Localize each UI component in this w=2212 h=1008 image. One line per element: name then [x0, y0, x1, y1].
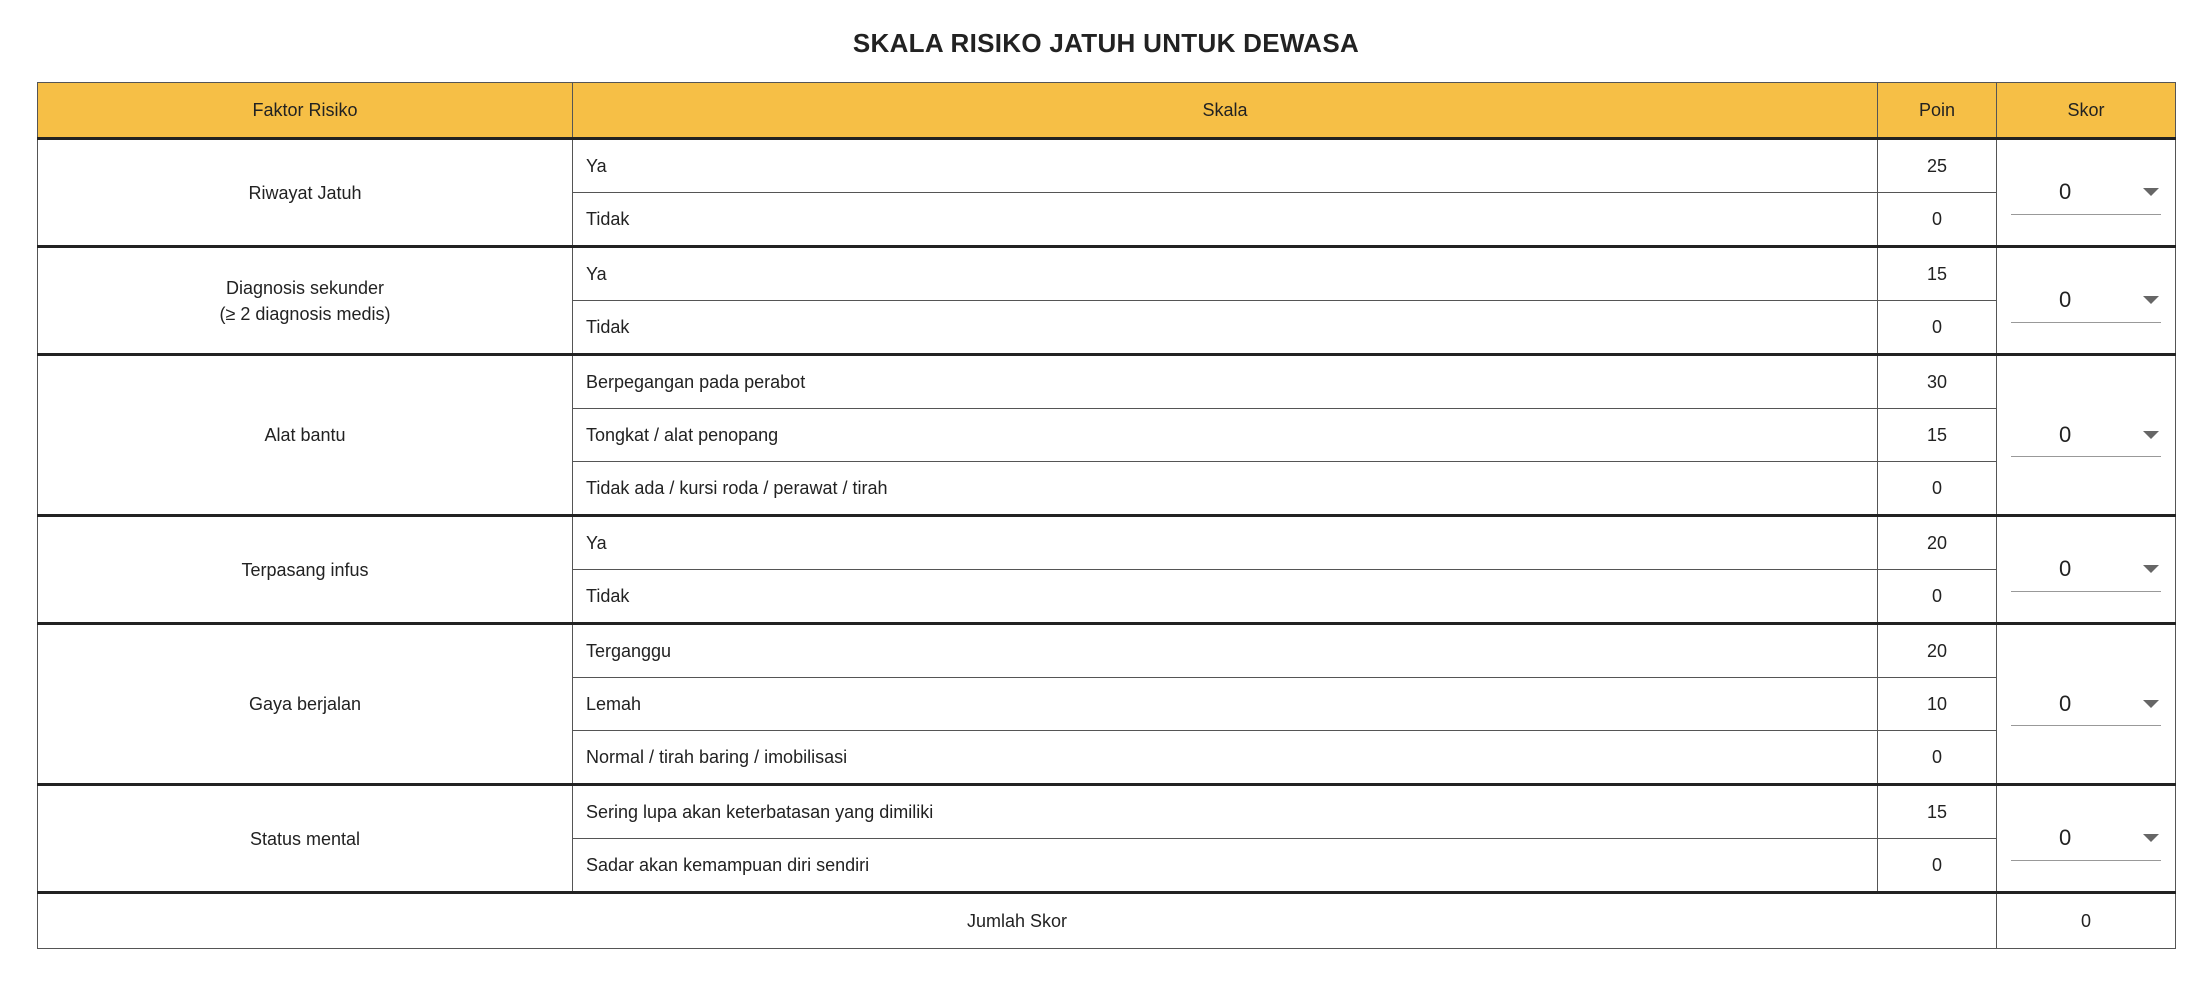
table-row	[38, 355, 2176, 409]
factor-name: Terpasang infus	[241, 559, 369, 580]
scale-option: Sadar akan kemampuan diri sendiri	[573, 839, 1878, 893]
score-cell	[1997, 355, 2176, 516]
scale-option: Lemah	[573, 678, 1878, 731]
factor-cell	[38, 139, 573, 247]
total-row	[38, 893, 2176, 949]
header-points: Poin	[1878, 83, 1997, 139]
scale-option: Berpegangan pada perabot	[573, 355, 1878, 409]
points-cell: 0	[1878, 731, 1997, 785]
score-value: 0	[2059, 690, 2072, 716]
points-cell: 15	[1878, 247, 1997, 301]
chevron-down-icon	[2143, 834, 2159, 842]
score-select-diagnosis-sekunder[interactable]	[2011, 279, 2161, 323]
score-select-status-mental[interactable]	[2011, 817, 2161, 861]
total-label: Jumlah Skor	[38, 893, 1997, 949]
factor-cell	[38, 516, 573, 624]
table-row	[38, 516, 2176, 570]
table-row	[38, 785, 2176, 839]
chevron-down-icon	[2143, 188, 2159, 196]
score-select-alat-bantu[interactable]	[2011, 413, 2161, 457]
scale-option: Tidak	[573, 301, 1878, 355]
points-cell: 20	[1878, 624, 1997, 678]
score-select-gaya-berjalan[interactable]	[2011, 682, 2161, 726]
points-cell: 15	[1878, 785, 1997, 839]
total-score-value: 0	[1997, 893, 2176, 949]
score-value: 0	[2059, 556, 2072, 581]
score-value: 0	[2059, 421, 2072, 447]
score-select-terpasang-infus[interactable]	[2011, 548, 2161, 592]
page-title: SKALA RISIKO JATUH UNTUK DEWASA	[852, 28, 1360, 58]
scale-option: Terganggu	[573, 624, 1878, 678]
factor-name: Riwayat Jatuh	[248, 182, 362, 203]
scale-option: Ya	[573, 247, 1878, 301]
factor-cell	[38, 355, 573, 516]
score-select-riwayat-jatuh[interactable]	[2011, 171, 2161, 215]
score-cell	[1997, 139, 2176, 247]
scale-option: Sering lupa akan keterbatasan yang dimiliki	[573, 785, 1878, 839]
score-cell	[1997, 785, 2176, 893]
chevron-down-icon	[2143, 565, 2159, 573]
score-cell	[1997, 516, 2176, 624]
score-cell	[1997, 247, 2176, 355]
scale-option: Tongkat / alat penopang	[573, 409, 1878, 462]
table-row	[38, 247, 2176, 301]
points-cell: 25	[1878, 139, 1997, 193]
table-row	[38, 624, 2176, 678]
header-scale: Skala	[573, 83, 1878, 139]
score-cell	[1997, 624, 2176, 785]
points-cell: 0	[1878, 839, 1997, 893]
score-value: 0	[2059, 179, 2072, 204]
points-cell: 0	[1878, 462, 1997, 516]
factor-cell	[38, 247, 573, 355]
points-cell: 0	[1878, 193, 1997, 247]
risk-table	[37, 82, 2176, 949]
factor-subtitle: (≥ 2 diagnosis medis)	[219, 303, 391, 324]
factor-cell	[38, 624, 573, 785]
scale-option: Tidak	[573, 570, 1878, 624]
table-row	[38, 139, 2176, 193]
chevron-down-icon	[2143, 700, 2159, 708]
header-factor: Faktor Risiko	[38, 83, 573, 139]
factor-name: Gaya berjalan	[248, 694, 362, 714]
scale-option: Normal / tirah baring / imobilisasi	[573, 731, 1878, 785]
points-cell: 0	[1878, 301, 1997, 355]
points-cell: 15	[1878, 409, 1997, 462]
table-header-row	[38, 83, 2176, 139]
points-cell: 10	[1878, 678, 1997, 731]
points-cell: 20	[1878, 516, 1997, 570]
points-cell: 30	[1878, 355, 1997, 409]
chevron-down-icon	[2143, 296, 2159, 304]
scale-option: Tidak ada / kursi roda / perawat / tirah	[573, 462, 1878, 516]
factor-cell	[38, 785, 573, 893]
scale-option: Ya	[573, 516, 1878, 570]
points-cell: 0	[1878, 570, 1997, 624]
score-value: 0	[2059, 825, 2072, 850]
scale-option: Ya	[573, 139, 1878, 193]
header-score: Skor	[1997, 83, 2176, 139]
scale-option: Tidak	[573, 193, 1878, 247]
factor-name: Diagnosis sekunder	[225, 277, 385, 298]
score-value: 0	[2059, 287, 2072, 312]
factor-name: Status mental	[249, 828, 361, 849]
factor-name: Alat bantu	[264, 425, 346, 445]
chevron-down-icon	[2143, 431, 2159, 439]
